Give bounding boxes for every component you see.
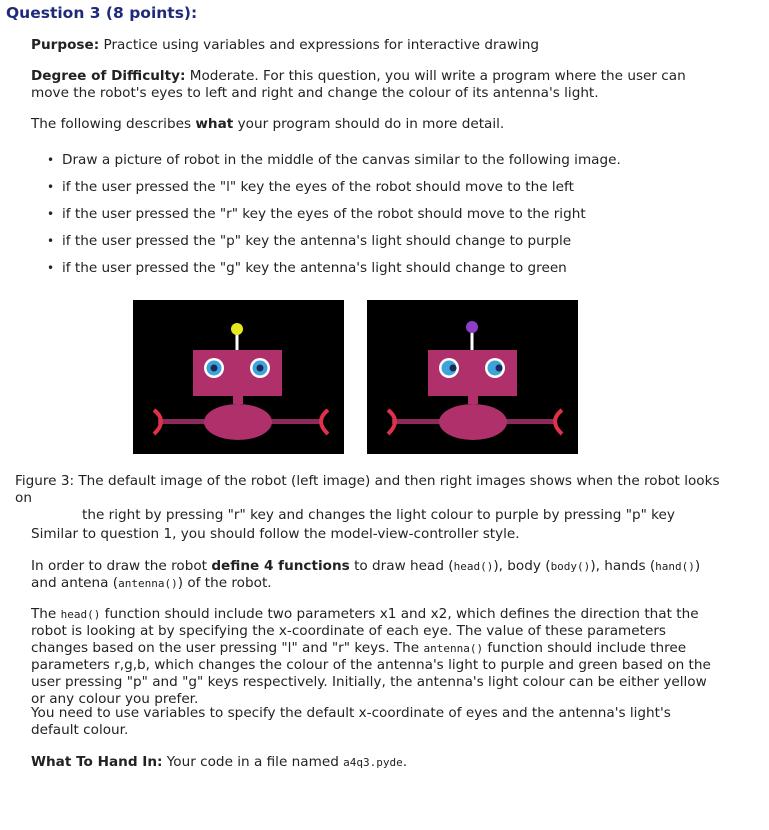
head-para-text: function should include three parameters r,g,b, which changes the colour of the antenna's light to purple and green based on the user pressing "p" and "g" keys respectively. Initially, the antenna's light colour can be either yellow or any colour you prefer. [31,640,711,707]
requirements-list [31,152,721,287]
describes-paragraph [31,116,721,133]
difficulty-text: Moderate. For this question, you will write a program where the user can move the robot's eyes to left and right and change the colour of its antenna's light. [31,68,686,101]
robot-body [439,404,507,440]
antenna-light [466,321,478,333]
code-antenna: antenna() [118,577,178,590]
functions-text: ) and antena ( [31,558,701,591]
head-para-text: The [31,606,61,622]
robot-body [204,404,272,440]
hand-in-text: . [402,754,408,770]
purpose-label: Purpose: [31,37,100,53]
left-eye [204,358,224,378]
left-eye [439,358,459,378]
functions-text: ), body ( [493,558,551,574]
describes-text-after: your program should do in more detail. [233,116,505,132]
caption-line-2: the right by pressing "r" key and changes the light colour to purple by pressing "p" key [82,507,675,523]
robot-neck [468,396,478,404]
code-hand: hand() [655,560,695,573]
functions-text: In order to draw the robot [31,558,212,574]
list-item: • if the user pressed the "r" key the eyes of the robot should move to the right [31,206,721,233]
list-item: • if the user pressed the "g" key the antenna's light should change to green [31,260,721,287]
functions-paragraph [31,558,721,592]
functions-text: ), hands ( [590,558,656,574]
describes-text-before: The following describes [31,116,196,132]
functions-text: to draw head ( [349,558,454,574]
list-item: • if the user pressed the "p" key the antenna's light should change to purple [31,233,721,260]
hand-in-paragraph [31,754,721,771]
code-body: body() [550,560,591,573]
antenna-light [231,323,243,335]
head-para-text: function should include two parameters x1 and x2, which defines the direction that the robot is looking at by specifying the x-coordinate of each eye. The value of these parameters changes based on the user pressing "l" and "r" keys. The [31,606,699,656]
robot-neck [233,396,243,404]
mvc-paragraph: Similar to question 1, you should follow the model-view-controller style. [31,526,520,542]
right-eye [485,358,505,378]
figure-caption [15,473,735,524]
functions-bold: define 4 functions [211,558,350,574]
code-head: head() [453,560,494,573]
difficulty-paragraph [31,68,721,102]
list-item: • if the user pressed the "l" key the eyes of the robot should move to the left [31,179,721,206]
describes-bold: what [195,116,234,132]
code-antenna: antenna() [423,642,484,655]
purpose-paragraph [31,37,721,54]
list-item: • Draw a picture of robot in the middle of the canvas similar to the following image. [31,152,721,179]
right-eye [250,358,270,378]
hand-in-text: Your code in a file named [162,754,344,770]
difficulty-label: Degree of Difficulty: [31,68,186,84]
purpose-text: Practice using variables and expressions for interactive drawing [99,37,540,53]
functions-text: ) of the robot. [177,575,272,591]
robot-right-purple-image [367,300,578,454]
hand-in-label: What To Hand In: [31,754,163,770]
variables-paragraph: You need to use variables to specify the default x-coordinate of eyes and the antenna's light's default colour. [31,705,671,738]
question-title: Question 3 (8 points): [6,4,198,22]
code-head: head() [60,608,101,621]
robot-default-image [133,300,344,454]
caption-line-1: Figure 3: The default image of the robot (left image) and then right images shows when the robot looks on [15,473,720,506]
hand-in-filename: a4q3.pyde [343,756,403,769]
head-function-paragraph [31,606,721,708]
